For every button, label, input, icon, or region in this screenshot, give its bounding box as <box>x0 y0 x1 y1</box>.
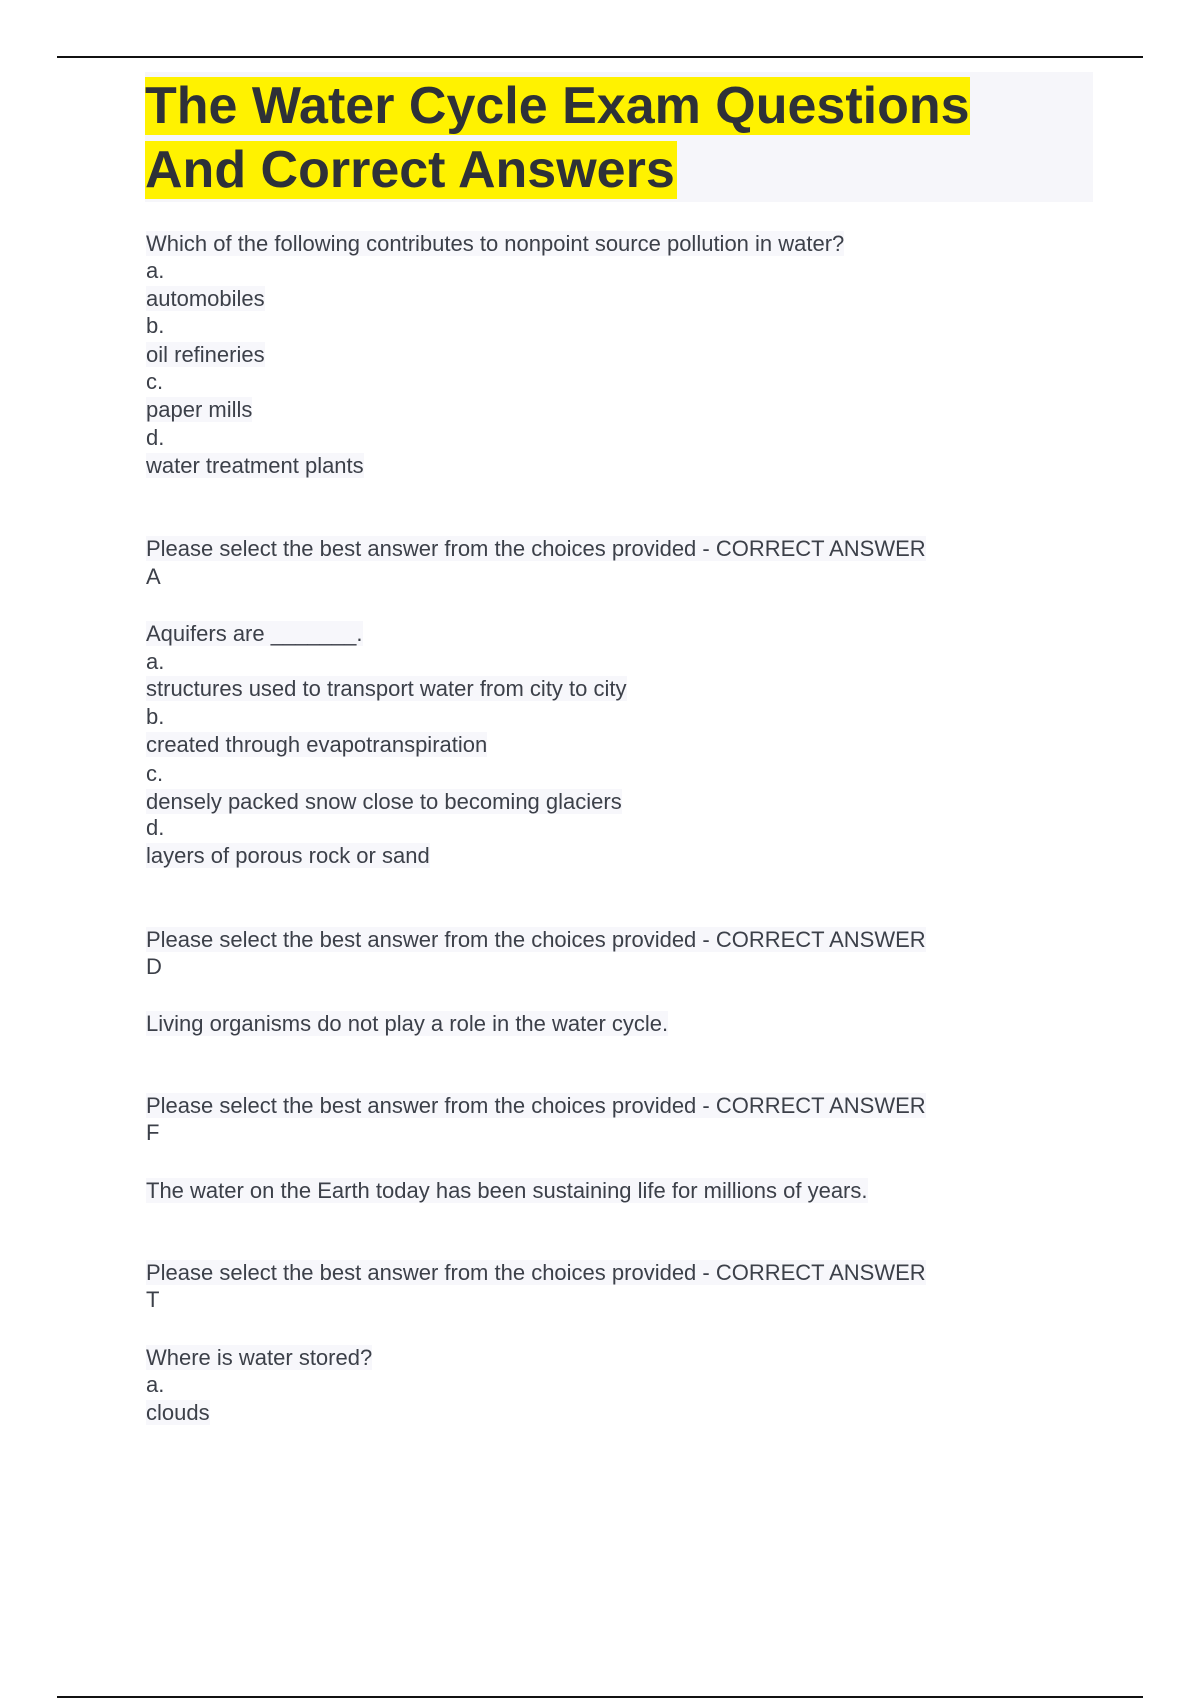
answer-1-prompt: Please select the best answer from the choices provided - CORRECT ANSWER <box>146 536 926 561</box>
document-title-text: The Water Cycle Exam Questions And Correct Answers <box>145 77 970 199</box>
question-1-text: Which of the following contributes to nonpoint source pollution in water? <box>146 231 845 256</box>
question-2-option-b: created through evapotranspiration <box>146 732 488 757</box>
question-5-option-a-letter: a. <box>146 1372 165 1397</box>
question-2-text: Aquifers are _______. <box>146 621 363 646</box>
question-1-option-a: automobiles <box>146 286 265 311</box>
question-2-option-d-letter: d. <box>146 815 165 840</box>
answer-3-value: F <box>146 1120 160 1145</box>
answer-4-value: T <box>146 1287 160 1312</box>
question-1-option-d: water treatment plants <box>146 453 364 478</box>
question-1-option-c: paper mills <box>146 397 253 422</box>
question-2-option-c: densely packed snow close to becoming glaciers <box>146 789 622 814</box>
question-1-option-b-letter: b. <box>146 313 165 338</box>
question-2-option-a: structures used to transport water from city to city <box>146 676 627 701</box>
answer-4-prompt: Please select the best answer from the choices provided - CORRECT ANSWER <box>146 1260 926 1285</box>
document-title <box>145 74 1075 202</box>
answer-2-value: D <box>146 954 162 979</box>
question-2-option-a-letter: a. <box>146 649 165 674</box>
question-1-option-b: oil refineries <box>146 342 265 367</box>
question-2-option-d: layers of porous rock or sand <box>146 843 430 868</box>
bottom-rule <box>57 1696 1143 1698</box>
answer-2-prompt: Please select the best answer from the choices provided - CORRECT ANSWER <box>146 927 926 952</box>
answer-1-value: A <box>146 564 161 589</box>
question-4-text: The water on the Earth today has been sustaining life for millions of years. <box>146 1178 868 1203</box>
question-5-text: Where is water stored? <box>146 1345 373 1370</box>
question-2-option-c-letter: c. <box>146 761 164 786</box>
question-3-text: Living organisms do not play a role in the water cycle. <box>146 1011 669 1036</box>
question-5-option-a: clouds <box>146 1400 210 1425</box>
top-rule <box>57 56 1143 58</box>
question-2-option-b-letter: b. <box>146 704 165 729</box>
question-1-option-d-letter: d. <box>146 425 165 450</box>
answer-3-prompt: Please select the best answer from the choices provided - CORRECT ANSWER <box>146 1093 926 1118</box>
question-1-option-a-letter: a. <box>146 258 165 283</box>
question-1-option-c-letter: c. <box>146 369 164 394</box>
